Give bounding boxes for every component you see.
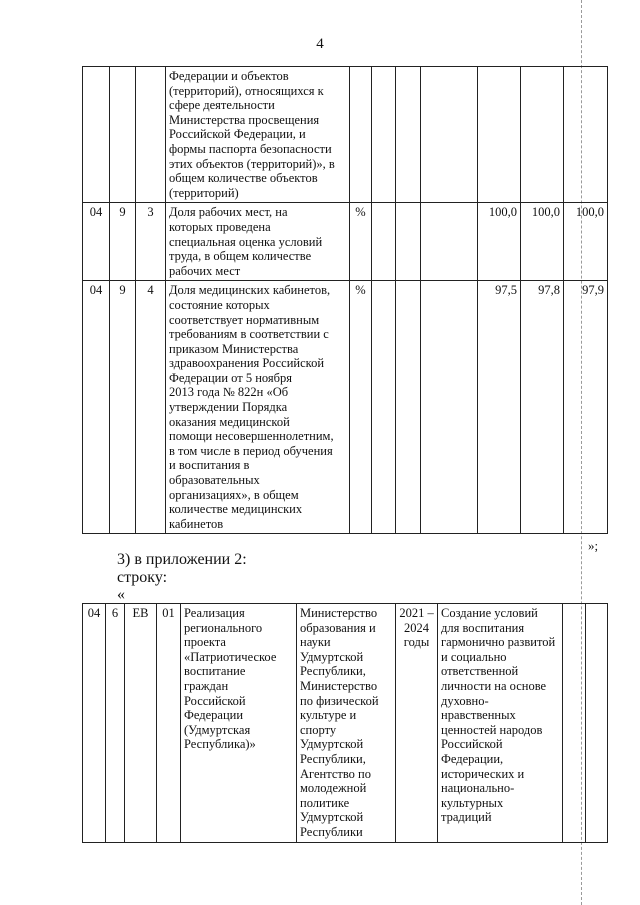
unit-cell: % [350, 281, 372, 534]
table-cell [564, 67, 608, 203]
indicators-table [82, 66, 608, 534]
value-cell: 97,8 [521, 281, 564, 534]
value-cell: 97,5 [478, 281, 521, 534]
section-heading: 3) в приложении 2: [117, 551, 247, 568]
code-cell: 04 [83, 203, 110, 281]
table-cell [396, 67, 421, 203]
table-cell [421, 203, 478, 281]
value-cell: 100,0 [521, 203, 564, 281]
code-cell: ЕВ [125, 604, 157, 843]
row-label: строку: [117, 569, 168, 586]
table-cell [372, 203, 396, 281]
indicator-name: Доля медицинских кабинетов, состояние которых соответствует нормативным требованиям в соответствии с приказом Министерства здравоохранения Российской Федерации от 5 ноября 2013 года № 822н «Об утверждении Порядка оказания медицинской помощи несовершеннолетним, в том числе в период обучения и воспитания в образовательных организациях», в общем количестве медицинских кабинетов [166, 281, 350, 534]
closing-quote: »; [588, 538, 599, 553]
table-cell [350, 67, 372, 203]
open-quote: « [117, 586, 125, 603]
table-cell [136, 67, 166, 203]
expected-result: Создание условий для воспитания гармонично развитой и социально ответственной личности на основе духовно- нравственных ценностей народов Российской Федерации, исторических и национально- культурных традиций [438, 604, 563, 843]
page-number: 4 [316, 36, 324, 52]
code-cell: 9 [110, 281, 136, 534]
project-name: Реализация регионального проекта «Патриотическое воспитание граждан Российской Федерации (Удмуртская Республика)» [181, 604, 297, 843]
table-cell [372, 67, 396, 203]
table-cell [421, 67, 478, 203]
value-cell: 100,0 [478, 203, 521, 281]
table-cell [396, 203, 421, 281]
table-cell [396, 281, 421, 534]
table-row [83, 203, 608, 281]
table-cell [421, 281, 478, 534]
table-cell [110, 67, 136, 203]
table-cell [83, 67, 110, 203]
indicator-name: Доля рабочих мест, на которых проведена специальная оценка условий труда, в общем количестве рабочих мест [166, 203, 350, 281]
value-cell: 100,0 [564, 203, 608, 281]
code-cell: 9 [110, 203, 136, 281]
table-row [83, 604, 608, 843]
table-cell [478, 67, 521, 203]
code-cell: 04 [83, 604, 106, 843]
code-cell: 04 [83, 281, 110, 534]
table-cell [521, 67, 564, 203]
table-cell [563, 604, 586, 843]
table-row [83, 67, 608, 203]
value-cell: 97,9 [564, 281, 608, 534]
code-cell: 01 [157, 604, 181, 843]
period: 2021 – 2024 годы [396, 604, 438, 843]
code-cell: 4 [136, 281, 166, 534]
measures-table [82, 603, 608, 843]
unit-cell: % [350, 203, 372, 281]
executors: Министерство образования и науки Удмуртской Республики, Министерство по физической культуре и спорту Удмуртской Республики, Агентство по молодежной политике Удмуртской Республики [297, 604, 396, 843]
table-cell [586, 604, 608, 843]
table-cell [372, 281, 396, 534]
table-row [83, 281, 608, 534]
code-cell: 3 [136, 203, 166, 281]
indicator-name-continuation: Федерации и объектов (территорий), относящихся к сфере деятельности Министерства просвещения Российской Федерации, и формы паспорта безопасности этих объектов (территорий)», в общем количестве объектов (территорий) [166, 67, 350, 203]
code-cell: 6 [106, 604, 125, 843]
